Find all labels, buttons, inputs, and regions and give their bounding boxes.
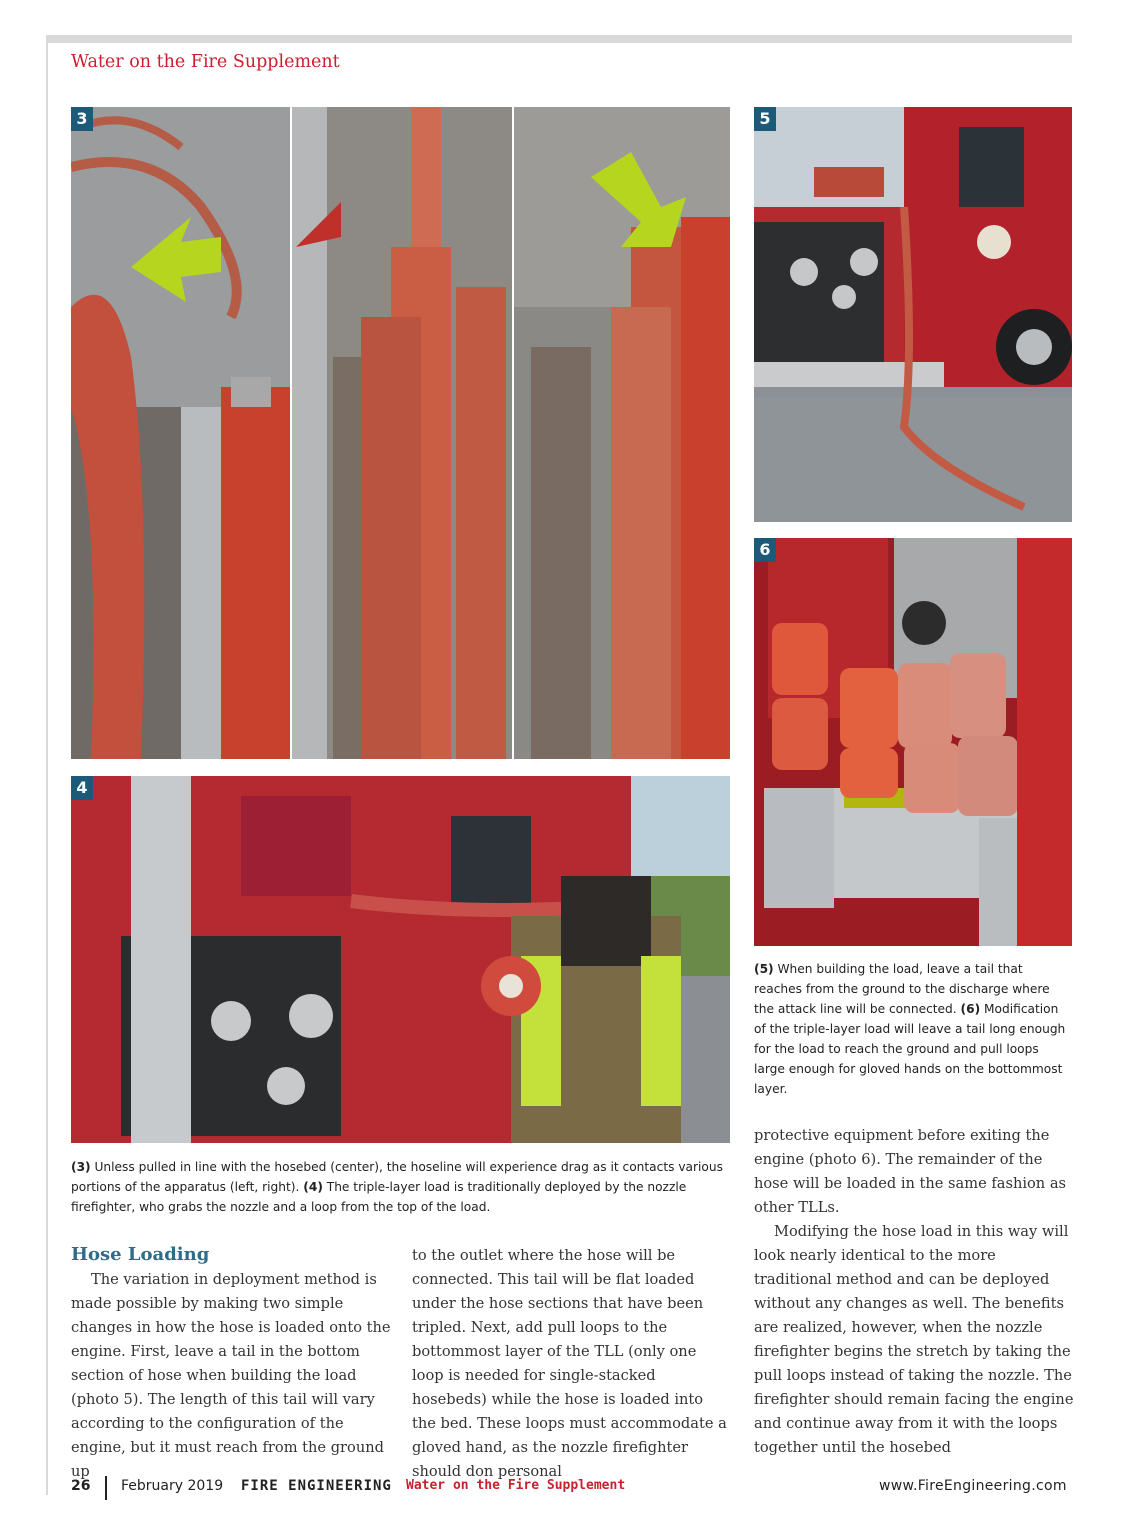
photo-6-image [754,538,1072,946]
photo-5 [754,107,1072,522]
caption-3-number: (3) [71,1160,91,1174]
page-footer [71,1476,1071,1500]
photo-4-image [71,776,730,1143]
page-number: 26 [71,1478,91,1494]
photo-3-image [71,107,730,759]
photo-3-badge: 3 [71,107,93,131]
top-rule [46,35,1072,43]
article-column-2 [412,1244,730,1484]
footer-divider [105,1476,107,1500]
caption-6-number: (6) [960,1002,981,1016]
article-column-3 [754,1124,1074,1460]
footer-url[interactable]: www.FireEngineering.com [879,1478,1067,1494]
column-1-text: The variation in deployment method is made possible by making two simple changes in how the hose is loaded onto the engine. First, leave a tail in the bottom section of hose when building the load (photo 5). The length of this tail will vary according to the configuration of the engine, but it must reach from the ground up [71,1271,391,1480]
caption-4-number: (4) [303,1180,323,1194]
caption-photos-5-6 [754,959,1072,1099]
caption-3-text: Unless pulled in line with the hosebed (center), the hoseline will experience drag as it contacts various portions of the apparatus (left, right). [71,1160,723,1194]
column-2-text: to the outlet where the hose will be connected. This tail will be flat loaded under the hose sections that have been tripled. Next, add pull loops to the bottommost layer of the TLL (only one loop is needed for single-stacked hosebeds) while the hose is loaded into the bed. These loops must accommodate a gloved hand, as the nozzle firefighter should don personal [412,1247,727,1480]
section-heading: Hose Loading [71,1244,210,1265]
photo-6 [754,538,1072,946]
photo-4-badge: 4 [71,776,93,800]
photo-6-badge: 6 [754,538,776,562]
caption-photos-3-4 [71,1157,730,1217]
footer-magazine: FIRE ENGINEERING [241,1478,392,1494]
photo-4 [71,776,730,1143]
photo-3 [71,107,730,759]
column-3-text-b: Modifying the hose load in this way will look nearly identical to the more traditional method and can be deployed without any changes as well. The benefits are realized, however, when the nozzle firefighter begins the stretch by taking the pull loops instead of taking the nozzle. The firefighter should remain facing the engine and continue away from it with the loops together until the hosebed [754,1223,1074,1456]
photo-5-image [754,107,1072,522]
column-3-text-a: protective equipment before exiting the engine (photo 6). The remainder of the hose will be loaded in the same fashion as other TLLs. [754,1127,1067,1216]
running-head: Water on the Fire Supplement [71,52,340,72]
article-column-1 [71,1242,393,1484]
left-rule [46,35,48,1495]
caption-4-text: The triple-layer load is traditionally deployed by the nozzle firefighter, who grabs the nozzle and a loop from the top of the load. [71,1180,687,1214]
caption-5-text: When building the load, leave a tail that reaches from the ground to the discharge where the attack line will be connected. [754,962,1050,1016]
photo-5-badge: 5 [754,107,776,131]
caption-6-text: Modification of the triple-layer load will leave a tail long enough for the load to reach the ground and pull loops large enough for gloved hands on the bottommost layer. [754,1002,1066,1096]
footer-supplement: Water on the Fire Supplement [406,1478,626,1493]
caption-5-number: (5) [754,962,774,976]
footer-date: February 2019 [121,1478,224,1494]
